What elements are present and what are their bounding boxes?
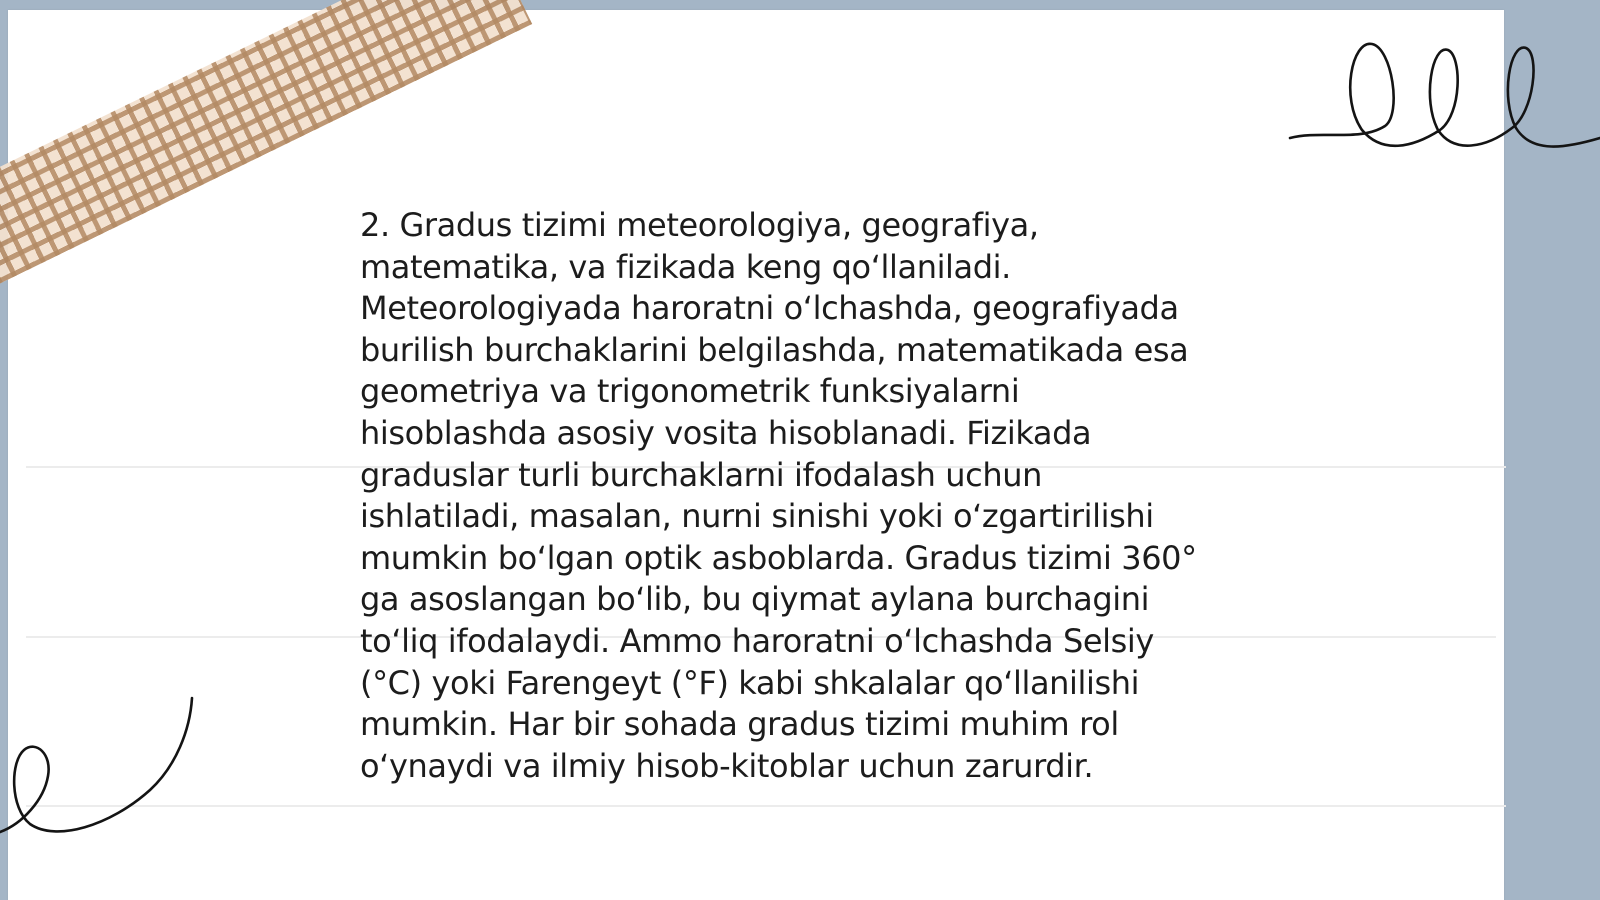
- loop-squiggle-icon: [0, 690, 200, 850]
- loop-squiggle-icon: [1290, 30, 1600, 170]
- paper-rule-line: [26, 805, 1506, 807]
- body-paragraph: 2. Gradus tizimi meteorologiya, geografiya, matematika, va fizikada keng qo‘llaniladi. Meteorologiyada haroratni o‘lchashda, geografiyada burilish burchaklarini belgilashda, matematikada esa geometriya va trigonometrik funksiyalarni hisoblashda asosiy vosita hisoblanadi. Fizikada graduslar turli burchaklarni ifodalash uchun ishlatiladi, masalan, nurni sinishi yoki o‘zgartirilishi mumkin bo‘lgan optik asboblarda. Gradus tizimi 360° ga asoslangan bo‘lib, bu qiymat aylana burchagini to‘liq ifodalaydi. Ammo haroratni o‘lchashda Selsiy (°C) yoki Farengeyt (°F) kabi shkalalar qo‘llanilishi mumkin. Har bir sohada gradus tizimi muhim rol o‘ynaydi va ilmiy hisob-kitoblar uchun zarurdir.: [360, 206, 1197, 785]
